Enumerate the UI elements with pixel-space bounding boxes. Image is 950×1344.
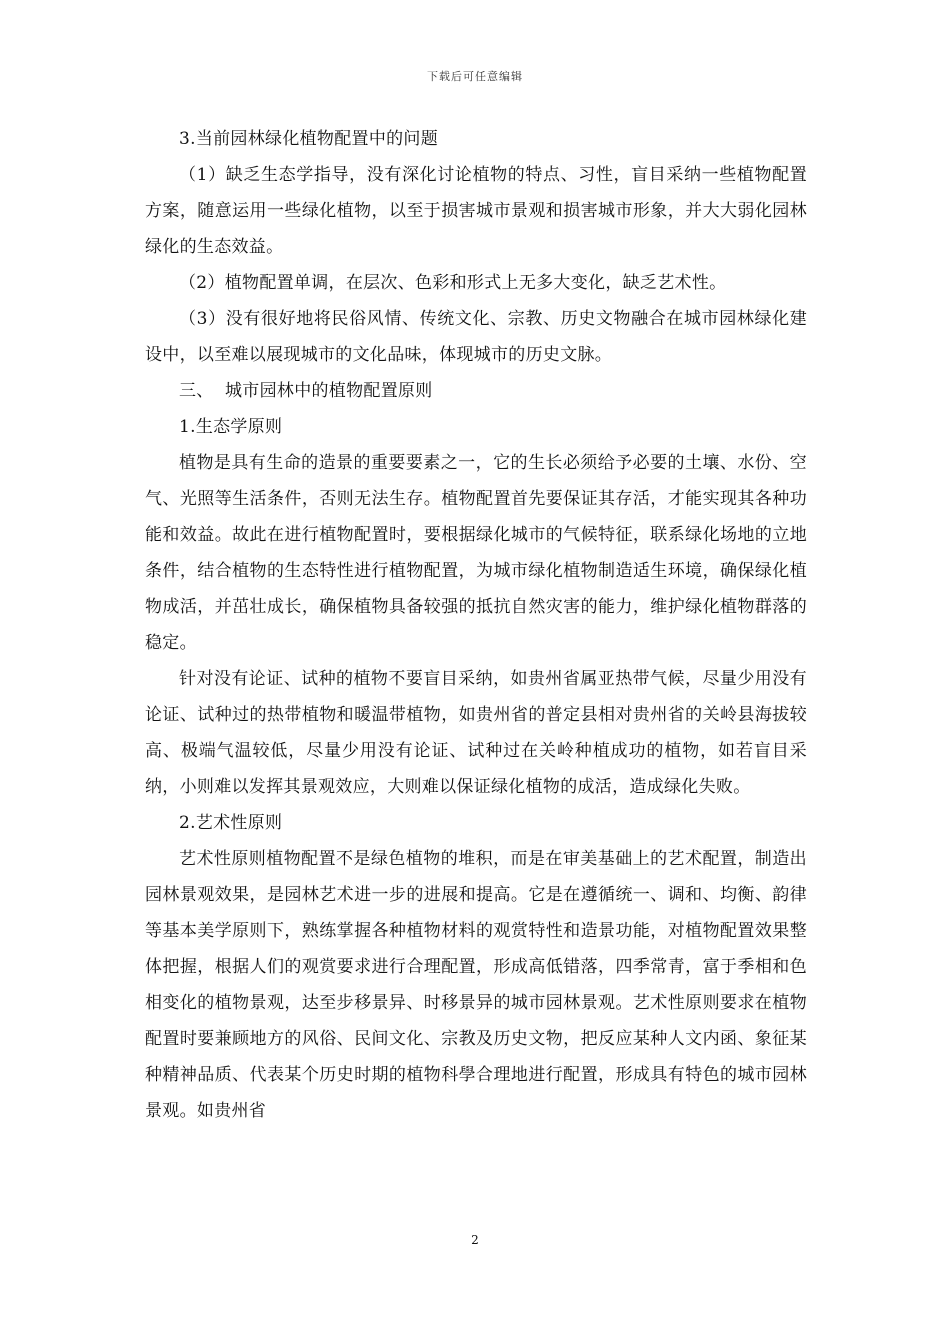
paragraph: 针对没有论证、试种的植物不要盲目采纳，如贵州省属亚热带气候，尽量少用没有论证、试种过的热带植物和暖温带植物，如贵州省的普定县相对贵州省的关岭县海拔较高、极端气温较低，尽量少用没有论证、试种过在关岭种植成功的植物，如若盲目采纳，小则难以发挥其景观效应，大则难以保证绿化植物的成活，造成绿化失败。 [145,669,807,797]
paragraph: 艺术性原则植物配置不是绿色植物的堆积，而是在审美基础上的艺术配置，制造出园林景观效果，是园林艺术进一步的进展和提高。它是在遵循统一、调和、均衡、韵律等基本美学原则下，熟练掌握各种植物材料的观赏特性和造景功能，对植物配置效果整体把握，根据人们的观赏要求进行合理配置，形成高低错落，四季常青，富于季相和色相变化的植物景观，达至步移景异、时移景异的城市园林景观。艺术性原则要求在植物配置时要兼顾地方的风俗、民间文化、宗教及历史文物，把反应某种人文内函、象征某种精神品质、代表某个历史时期的植物科學合理地进行配置，形成具有特色的城市园林景观。如贵州省 [145,849,807,1121]
header-note: 下载后可任意编辑 [427,70,523,83]
paragraph: （1）缺乏生态学指导，没有深化讨论植物的特点、习性，盲目采纳一些植物配置方案，随意运用一些绿化植物，以至于损害城市景观和损害城市形象，并大大弱化园林绿化的生态效益。 [145,165,807,257]
paragraph: 植物是具有生命的造景的重要要素之一，它的生长必须给予必要的土壤、水份、空气、光照等生活条件，否则无法生存。植物配置首先要保证其存活，才能实现其各种功能和效益。故此在进行植物配置时，要根据绿化城市的气候特征，联系绿化场地的立地条件，结合植物的生态特性进行植物配置，为城市绿化植物制造适生环境，确保绿化植物成活，并茁壮成长，确保植物具备较强的抵抗自然灾害的能力，维护绿化植物群落的稳定。 [145,453,807,653]
page-number: 2 [471,1233,479,1247]
section-heading: 1.生态学原则 [179,417,283,437]
section-heading: 3.当前园林绿化植物配置中的问题 [179,129,439,149]
paragraph: （2）植物配置单调，在层次、色彩和形式上无多大变化，缺乏艺术性。 [179,273,727,293]
paragraph: （3）没有很好地将民俗风情、传统文化、宗教、历史文物融合在城市园林绿化建设中，以至难以展现城市的文化品味，体现城市的历史文脉。 [145,309,807,365]
section-heading: 三、 城市园林中的植物配置原则 [179,381,433,401]
section-heading: 2.艺术性原则 [179,813,283,833]
body-text [145,121,807,1129]
